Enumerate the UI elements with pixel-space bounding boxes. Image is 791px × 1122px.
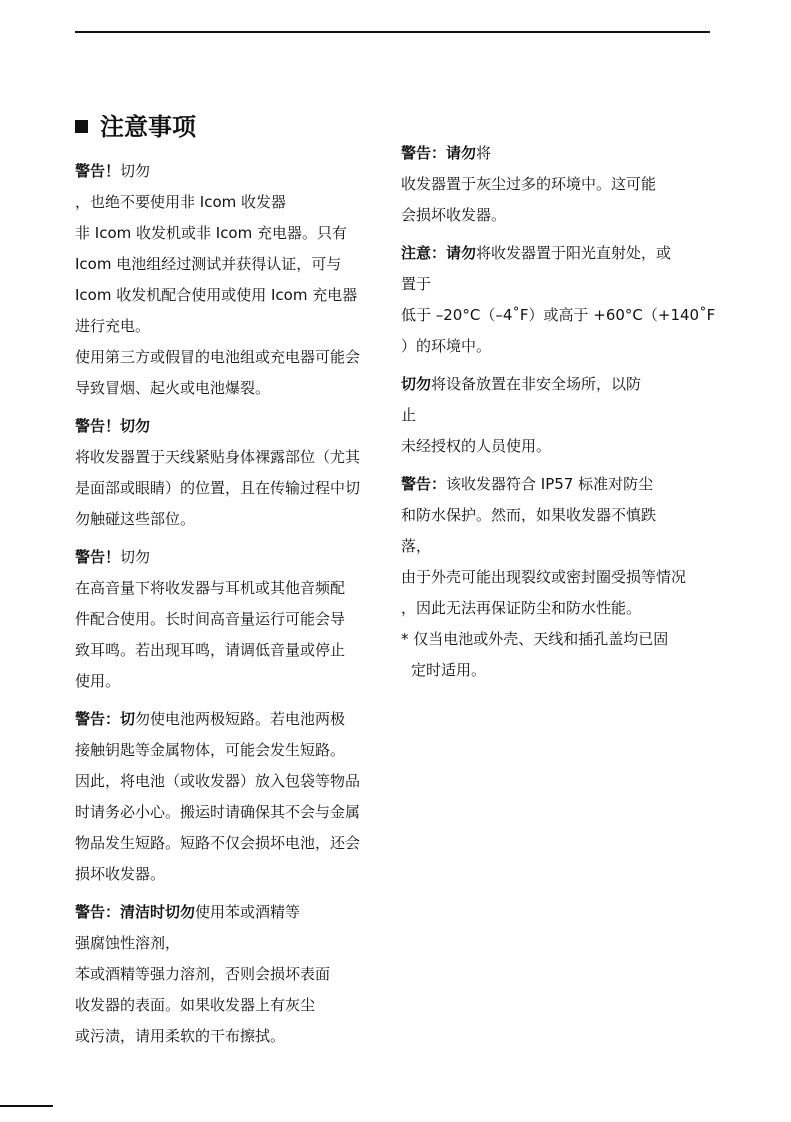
line-text: 是面部或眼睛）的位置，且在传输过程中切 (75, 479, 361, 497)
line-text: 勿触碰这些部位。 (75, 510, 196, 528)
line-text: Icom 收发机配合使用或使用 Icom 充电器 (75, 286, 358, 304)
text-line (75, 573, 385, 604)
top-rule (75, 31, 710, 33)
text-line (75, 928, 385, 959)
line-text: 收发器置于灰尘过多的环境中。这可能 (401, 175, 657, 193)
text-line (75, 311, 385, 342)
bold-label: 警告！ (75, 162, 121, 180)
line-text: 致耳鸣。若出现耳鸣，请调低音量或停止 (75, 641, 346, 659)
line-text: ）的环境中。 (401, 337, 492, 355)
line-text: 在高音量下将收发器与耳机或其他音频配 (75, 579, 346, 597)
line-text: 非 Icom 收发机或非 Icom 充电器。只有 (75, 224, 347, 242)
warning-paragraph (75, 704, 385, 890)
text-line (401, 138, 721, 169)
bold-label: 警告：切 (75, 710, 136, 728)
line-text: 止 (401, 406, 417, 424)
line-text: 苯或酒精等强力溶剂，否则会损坏表面 (75, 965, 331, 983)
text-line (401, 431, 721, 462)
text-line (75, 859, 385, 890)
left-column (75, 156, 385, 1059)
text-line (401, 269, 721, 300)
text-line (75, 156, 385, 187)
text-line (75, 411, 385, 442)
text-line (401, 531, 721, 562)
bold-label: 注意：请勿 (401, 244, 477, 262)
text-line (401, 200, 721, 231)
warning-paragraph (401, 238, 721, 362)
text-line (75, 990, 385, 1021)
warning-paragraph (75, 542, 385, 697)
text-line (75, 666, 385, 697)
line-text: Icom 电池组经过测试并获得认证，可与 (75, 255, 342, 273)
line-text: 或污渍，请用柔软的干布擦拭。 (75, 1027, 286, 1045)
line-text: 强腐蚀性溶剂， (75, 934, 181, 952)
line-text: 和防水保护。然而，如果收发器不慎跌 (401, 506, 657, 524)
bold-label: 警告：请勿 (401, 144, 477, 162)
text-line (401, 369, 721, 400)
line-text: 使用第三方或假冒的电池组或充电器可能会 (75, 348, 361, 366)
text-line (75, 542, 385, 573)
line-text: 时请务必小心。搬运时请确保其不会与金属 (75, 803, 361, 821)
warning-paragraph (75, 156, 385, 404)
line-text: 件配合使用。长时间高音量运行可能会导 (75, 610, 346, 628)
text-line (75, 797, 385, 828)
bold-label: 切勿 (401, 375, 432, 393)
line-text: 该收发器符合 IP57 标准对防尘 (446, 475, 654, 493)
text-line (75, 766, 385, 797)
bold-label: 警告： (401, 475, 447, 493)
bold-label: 警告！切勿 (75, 417, 151, 435)
text-line (401, 593, 721, 624)
line-text: 收发器的表面。如果收发器上有灰尘 (75, 996, 316, 1014)
text-line (75, 504, 385, 535)
text-line (75, 249, 385, 280)
line-text: 将收发器置于阳光直射处，或 (476, 244, 672, 262)
line-text: 落， (401, 537, 432, 555)
text-line (75, 1021, 385, 1052)
text-line (75, 959, 385, 990)
section-heading (75, 110, 196, 144)
bold-label: 警告！ (75, 548, 121, 566)
line-text: 切勿 (120, 162, 151, 180)
line-text: 将 (476, 144, 492, 162)
line-text: ，也绝不要使用非 Icom 收发器 (75, 193, 286, 211)
text-line (401, 331, 721, 362)
text-line (401, 238, 721, 269)
line-text: ，因此无法再保证防尘和防水性能。 (401, 599, 642, 617)
line-text: 使用。 (75, 672, 121, 690)
text-line (401, 500, 721, 531)
text-line (75, 187, 385, 218)
line-text: 定时适用。 (411, 661, 487, 679)
section-title: 注意事项 (100, 113, 196, 141)
text-line (75, 280, 385, 311)
text-line (75, 635, 385, 666)
text-line (75, 218, 385, 249)
text-line (401, 169, 721, 200)
text-line (401, 400, 721, 431)
text-line (75, 342, 385, 373)
right-column (401, 138, 721, 693)
line-text: 损坏收发器。 (75, 865, 166, 883)
text-line (75, 828, 385, 859)
line-text: * 仅当电池或外壳、天线和插孔盖均已固 (401, 630, 669, 648)
line-text: 接触钥匙等金属物体，可能会发生短路。 (75, 741, 346, 759)
text-line (75, 897, 385, 928)
line-text: 将收发器置于天线紧贴身体裸露部位（尤其 (75, 448, 361, 466)
text-line (75, 704, 385, 735)
line-text: 使用苯或酒精等 (195, 903, 301, 921)
warning-paragraph (401, 369, 721, 462)
line-text: 未经授权的人员使用。 (401, 437, 552, 455)
text-line (401, 624, 721, 655)
line-text: 由于外壳可能出现裂纹或密封圈受损等情况 (401, 568, 687, 586)
warning-paragraph (401, 469, 721, 686)
line-text: 低于 –20°C（–4˚F）或高于 +60°C（+140˚F (401, 306, 716, 324)
text-line (401, 655, 721, 686)
warning-paragraph (401, 138, 721, 231)
line-text: 进行充电。 (75, 317, 151, 335)
text-line (401, 562, 721, 593)
warning-paragraph (75, 411, 385, 535)
text-line (75, 604, 385, 635)
line-text: 物品发生短路。短路不仅会损坏电池，还会 (75, 834, 361, 852)
line-text: 切勿 (120, 548, 151, 566)
bottom-rule (0, 1105, 53, 1107)
line-text: 会损坏收发器。 (401, 206, 507, 224)
line-text: 置于 (401, 275, 432, 293)
text-line (75, 473, 385, 504)
text-line (401, 469, 721, 500)
bold-label: 警告：清洁时切勿 (75, 903, 196, 921)
square-bullet-icon (75, 120, 88, 133)
line-text: 将设备放置在非安全场所，以防 (431, 375, 642, 393)
text-line (75, 735, 385, 766)
line-text: 勿使电池两极短路。若电池两极 (135, 710, 346, 728)
text-line (75, 373, 385, 404)
line-text: 导致冒烟、起火或电池爆裂。 (75, 379, 271, 397)
line-text: 因此，将电池（或收发器）放入包袋等物品 (75, 772, 361, 790)
warning-paragraph (75, 897, 385, 1052)
text-line (401, 300, 721, 331)
text-line (75, 442, 385, 473)
